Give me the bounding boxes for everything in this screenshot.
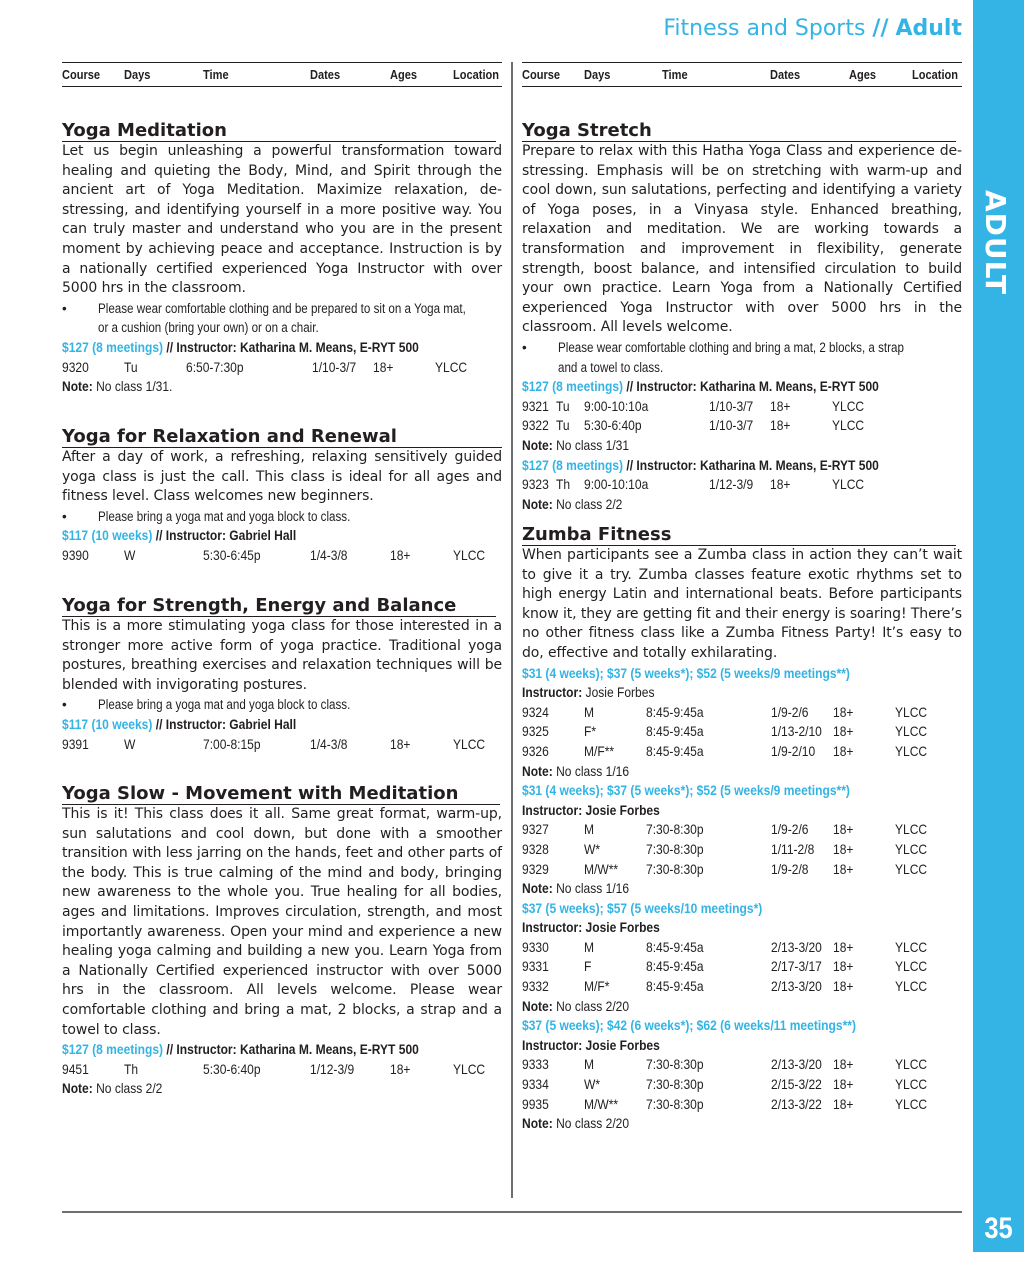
table-row: 9331 F 8:45-9:45a 2/17-3/17 18+ YLCC <box>522 958 928 975</box>
course-instructor: Instructor: Josie Forbes <box>522 919 660 936</box>
course-description: After a day of work, a refreshing, relaxing sensitively guided yoga class is just the call. This class is ideal for all ages and fitness level. Class welcomes new beginners. <box>62 449 502 505</box>
course-yoga-strength <box>62 595 502 754</box>
course-instructor: Instructor: Josie Forbes <box>522 684 655 701</box>
course-bullet-cont: or a cushion (bring your own) or on a chair. <box>98 320 319 336</box>
course-title: Yoga Slow - Movement with Meditation <box>62 783 500 805</box>
page-header <box>663 16 962 41</box>
table-row: 9333 M 7:30-8:30p 2/13-3/20 18+ YLCC <box>522 1056 928 1073</box>
course-title: Yoga for Relaxation and Renewal <box>62 426 502 448</box>
course-note: Note: No class 2/20 <box>522 1115 630 1132</box>
course-price: $31 (4 weeks); $37 (5 weeks*); $52 (5 weeks/9 meetings**) <box>522 782 850 799</box>
course-price: $117 (10 weeks) <box>62 527 153 544</box>
course-bullet: • Please wear comfortable clothing and be prepared to sit on a Yoga mat, <box>62 300 466 316</box>
course-description: When participants see a Zumba class in action they can’t wait to give it a try. Zumba classes feature exotic rhythms set to high energy Latin and international beats. Before participants know it, they are getting fit and their energy is soaring! There’s no other fitness class like a Zumba Fitness Party! It’s easy to do, effective and totally exhilarating. <box>522 547 962 661</box>
table-row: 9390 W 5:30-6:45p 1/4-3/8 18+ YLCC <box>62 546 486 563</box>
header-section: Fitness and Sports <box>663 16 866 41</box>
course-description: This is it! This class does it all. Same great format, warm-up, sun salutations and cool down, but done with a smoother transition with less jarring on the hands, feet and other parts of the body. This is true calming of the mind and body, bringing new awareness to the whole you. True healing for all bodies, ages and limitations. Improves circulation, strength, and most importantly awareness. Open your mind and experience a new healing yoga calming and building a new you. Learn Yoga from a Nationally Certified experienced instructor with over 5000 hrs in the classroom. All levels welcome. Please wear comfortable clothing and bring a mat, 2 blocks, a strap and a towel to class. <box>62 806 502 1038</box>
table-row: 9324 M 8:45-9:45a 1/9-2/6 18+ YLCC <box>522 703 928 720</box>
header-separator: // <box>872 16 889 41</box>
course-note: Note: No class 1/16 <box>522 880 630 897</box>
table-row: 9328 W* 7:30-8:30p 1/11-2/8 18+ YLCC <box>522 840 928 857</box>
course-price: $127 (8 meetings) <box>62 1041 164 1058</box>
course-price: $127 (8 meetings) <box>522 378 624 395</box>
course-bullet-cont: and a towel to class. <box>558 359 664 375</box>
course-price-line <box>62 526 502 546</box>
course-price: $117 (10 weeks) <box>62 715 153 732</box>
table-row: 9321 Tu 9:00-10:10a 1/10-3/7 18+ YLCC <box>522 397 865 414</box>
column-divider <box>511 62 513 1198</box>
table-row: 9334 W* 7:30-8:30p 2/15-3/22 18+ YLCC <box>522 1076 928 1093</box>
col-ages: Ages <box>849 67 877 82</box>
course-price-line <box>522 664 962 684</box>
course-title: Yoga for Strength, Energy and Balance <box>62 595 496 617</box>
col-dates: Dates <box>770 67 801 82</box>
course-price: $127 (8 meetings) <box>522 456 624 473</box>
col-time: Time <box>203 67 229 82</box>
course-yoga-slow <box>62 783 502 1099</box>
course-bullet: • Please bring a yoga mat and yoga block to class. <box>62 697 351 713</box>
course-note: Note: No class 1/31 <box>522 436 630 453</box>
course-price: $127 (8 meetings) <box>62 338 164 355</box>
col-dates: Dates <box>310 67 341 82</box>
course-price-line <box>522 899 962 919</box>
col-days: Days <box>584 67 611 82</box>
col-course: Course <box>522 67 561 82</box>
course-note: Note: No class 2/2 <box>522 495 623 512</box>
col-time: Time <box>662 67 688 82</box>
side-accent-bar <box>973 0 1024 1210</box>
course-price-line <box>62 1040 502 1060</box>
table-row: 9323 Th 9:00-10:10a 1/12-3/9 18+ YLCC <box>522 476 865 493</box>
course-yoga-meditation <box>62 120 502 397</box>
course-instructor: Instructor: Josie Forbes <box>522 801 660 818</box>
table-row: 9327 M 7:30-8:30p 1/9-2/6 18+ YLCC <box>522 821 928 838</box>
course-price: $31 (4 weeks); $37 (5 weeks*); $52 (5 weeks/9 meetings**) <box>522 664 850 681</box>
table-row: 9329 M/W** 7:30-8:30p 1/9-2/8 18+ YLCC <box>522 860 928 877</box>
course-price-line <box>522 781 962 801</box>
course-yoga-relaxation <box>62 426 502 566</box>
course-bullet: • Please bring a yoga mat and yoga block to class. <box>62 508 351 524</box>
side-tab-label: ADULT <box>979 190 1012 295</box>
table-row: 9320 Tu 6:50-7:30p 1/10-3/7 18+ YLCC <box>62 358 468 375</box>
page-number: 35 <box>984 1212 1013 1245</box>
course-price-line <box>522 456 962 476</box>
col-ages: Ages <box>390 67 418 82</box>
course-instructor: Instructor: Josie Forbes <box>522 1036 660 1053</box>
course-price-line <box>522 377 962 397</box>
course-instructor: // Instructor: Gabriel Hall <box>152 527 297 544</box>
course-note: Note: No class 2/20 <box>522 997 630 1014</box>
table-row: 9935 M/W** 7:30-8:30p 2/13-3/22 18+ YLCC <box>522 1095 928 1112</box>
course-price: $37 (5 weeks); $57 (5 weeks/10 meetings*) <box>522 899 763 916</box>
left-column <box>62 62 502 1097</box>
table-row: 9325 F* 8:45-9:45a 1/13-2/10 18+ YLCC <box>522 723 928 740</box>
course-description: Prepare to relax with this Hatha Yoga Class and experience de-stressing. Emphasis will be on stretching with warm-up and cool down, sun salutations, perfecting and identifying a variety of Yoga poses, in a Vinyasa style. Enhanced breathing, relaxation and meditation. We are working towards a transformation and improvement in flexibility, generate strength, boost balance, and intensified circulation to build your own practice. Learn Yoga from a Nationally Certified experienced Yoga Instructor with over 5000 hrs in the classroom. All levels welcome. <box>522 143 962 336</box>
course-instructor: // Instructor: Katharina M. Means, E-RYT 500 <box>623 456 879 473</box>
table-row: 9330 M 8:45-9:45a 2/13-3/20 18+ YLCC <box>522 938 928 955</box>
course-zumba-fitness <box>522 524 962 1134</box>
course-note: Note: No class 1/31. <box>62 378 173 395</box>
course-title: Zumba Fitness <box>522 524 956 546</box>
course-note: Note: No class 2/2 <box>62 1080 163 1097</box>
column-header <box>62 62 502 87</box>
course-price-line <box>522 1016 962 1036</box>
table-row: 9451 Th 5:30-6:40p 1/12-3/9 18+ YLCC <box>62 1060 486 1077</box>
course-instructor: // Instructor: Katharina M. Means, E-RYT 500 <box>163 338 419 355</box>
course-title: Yoga Meditation <box>62 120 496 142</box>
course-price-line <box>62 715 502 735</box>
course-bullet: • Please wear comfortable clothing and bring a mat, 2 blocks, a strap <box>522 339 904 355</box>
header-audience: Adult <box>895 16 962 41</box>
course-instructor: // Instructor: Katharina M. Means, E-RYT 500 <box>623 378 879 395</box>
course-yoga-stretch <box>522 120 962 514</box>
course-note: Note: No class 1/16 <box>522 762 630 779</box>
table-row: 9326 M/F** 8:45-9:45a 1/9-2/10 18+ YLCC <box>522 742 928 759</box>
course-description: This is a more stimulating yoga class for those interested in a stronger more active form of yoga practice. Traditional yoga postures, breathing exercises and relaxation techniques will be blended with invigorating postures. <box>62 618 502 693</box>
course-instructor: // Instructor: Gabriel Hall <box>152 715 297 732</box>
course-instructor: // Instructor: Katharina M. Means, E-RYT 500 <box>163 1041 419 1058</box>
course-title: Yoga Stretch <box>522 120 956 142</box>
footer-rule <box>62 1211 962 1213</box>
course-price-line <box>62 338 502 358</box>
course-description: Let us begin unleashing a powerful transformation toward healing and quieting the Body, Mind, and Spirit through the ancient art of Yoga Meditation. Maximize relaxation, de-stressing, and identifying yourself in a more positive way. You can truly master and understand who you are in the present moment by achieving peace and acceptance. Instruction is by a nationally certified experienced Yoga Instructor with over 5000 hrs in the classroom. <box>62 143 502 297</box>
col-location: Location <box>912 67 959 82</box>
col-location: Location <box>453 67 500 82</box>
table-row: 9322 Tu 5:30-6:40p 1/10-3/7 18+ YLCC <box>522 417 865 434</box>
col-days: Days <box>124 67 151 82</box>
col-course: Course <box>62 67 101 82</box>
column-header <box>522 62 962 87</box>
course-price: $37 (5 weeks); $42 (6 weeks*); $62 (6 weeks/11 meetings**) <box>522 1017 856 1034</box>
table-row: 9332 M/F* 8:45-9:45a 2/13-3/20 18+ YLCC <box>522 978 928 995</box>
right-column <box>522 62 962 1132</box>
table-row: 9391 W 7:00-8:15p 1/4-3/8 18+ YLCC <box>62 735 486 752</box>
